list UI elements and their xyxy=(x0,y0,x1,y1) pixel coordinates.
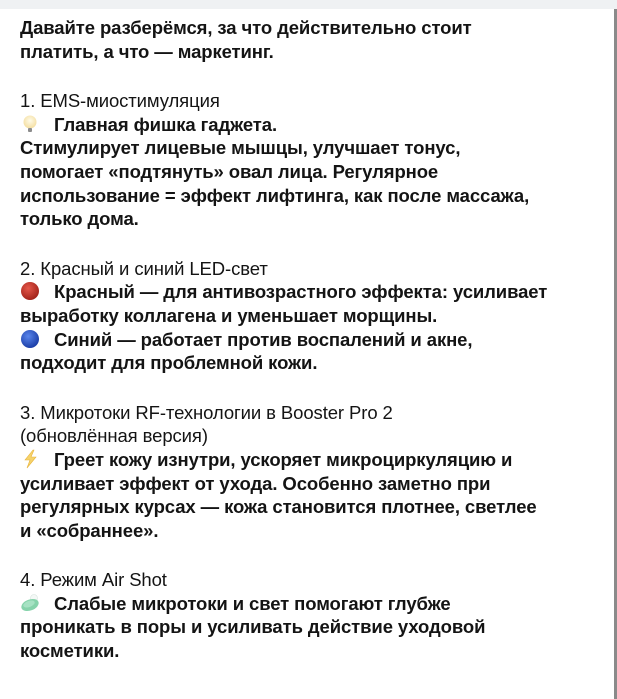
section-line: регулярных курсах — кожа становится плотнее, светлее xyxy=(20,496,537,518)
section-heading: 4. Режим Air Shot xyxy=(20,569,167,591)
message-text xyxy=(20,16,600,663)
section-line: подходит для проблемной кожи. xyxy=(20,352,318,374)
section-heading: (обновлённая версия) xyxy=(20,425,208,447)
section-line: помогает «подтянуть» овал лица. Регулярное xyxy=(20,160,439,182)
section-line: Стимулирует лицевые мышцы, улучшает тонус, xyxy=(20,137,461,159)
section-line: использование = эффект лифтинга, как после массажа, xyxy=(20,184,530,206)
intro-line: платить, а что — маркетинг. xyxy=(20,40,274,62)
section-line: и «собраннее». xyxy=(20,519,159,541)
top-bar xyxy=(0,0,617,9)
section-heading: 3. Микротоки RF-технологии в Booster Pro 2 xyxy=(20,401,393,423)
section-line: косметики. xyxy=(20,640,120,662)
section-line: усиливает эффект от ухода. Особенно заметно при xyxy=(20,472,491,494)
section-line-text: Главная фишка гаджета. xyxy=(54,113,277,135)
section-line xyxy=(20,448,600,472)
section-line xyxy=(20,280,600,304)
blue-circle-icon xyxy=(20,329,42,349)
section-line: выработку коллагена и уменьшает морщины. xyxy=(20,304,438,326)
section-line: проникать в поры и усиливать действие уходовой xyxy=(20,616,486,638)
red-circle-icon xyxy=(20,281,42,301)
section-line-text: Синий — работает против воспалений и акне, xyxy=(54,328,473,350)
section-heading: 2. Красный и синий LED-свет xyxy=(20,257,268,279)
soap-icon xyxy=(20,593,42,613)
light-bulb-icon xyxy=(20,114,42,134)
intro-line: Давайте разберёмся, за что действительно стоит xyxy=(20,17,472,38)
section-line-text: Красный — для антивозрастного эффекта: усиливает xyxy=(54,281,548,303)
section-line xyxy=(20,592,600,616)
section-line-text: Греет кожу изнутри, ускоряет микроциркуляцию и xyxy=(54,448,513,470)
section-line-text: Слабые микротоки и свет помогают глубже xyxy=(54,592,451,614)
lightning-icon xyxy=(20,449,42,469)
section-heading: 1. EMS-миостимуляция xyxy=(20,90,220,112)
section-line xyxy=(20,113,600,137)
section-line: только дома. xyxy=(20,208,139,230)
section-line xyxy=(20,328,600,352)
